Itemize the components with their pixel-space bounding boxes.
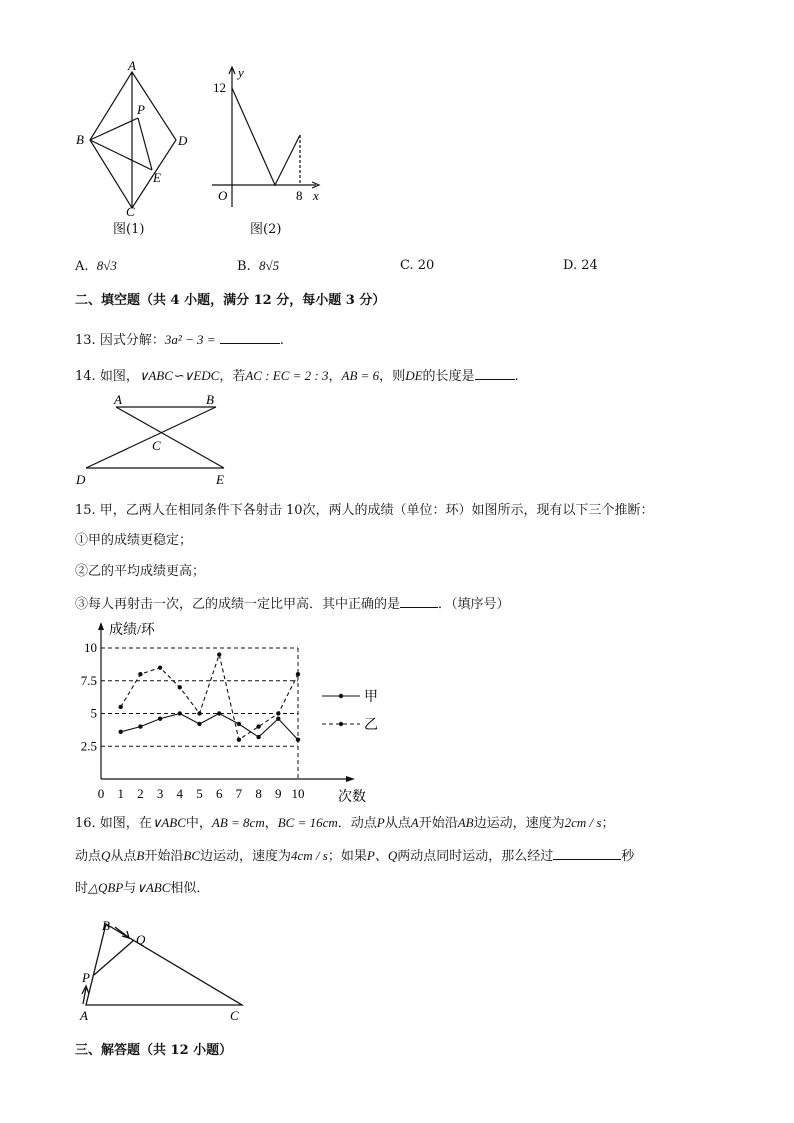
q16-label-c: C [230,1008,239,1023]
option-d-text: 24 [581,258,598,273]
q16-text: 从点 [110,849,137,864]
y-tick-label: 5 [90,705,97,721]
q13 [75,331,284,349]
q14-label-a: A [114,392,122,407]
series-1-point [119,730,123,734]
q16-text: 16. 如图，在 [75,816,152,831]
q14-label-d: D [76,472,86,487]
q14-label-b: B [206,392,214,407]
q16-text: ．动点 [337,816,377,831]
fig2-x-label: x [313,188,319,203]
q15-answer-blank[interactable] [400,595,438,608]
legend-label-2: 乙 [364,718,378,733]
q16-line3 [75,880,209,897]
series-1-point [237,722,241,726]
series-1-point [256,735,260,739]
q15-line1: 15. 甲，乙两人在相同条件下各射击 10次，两人的成绩（单位：环）如图所示，现有以下三个推断： [75,503,654,518]
series-1-point [178,711,182,715]
y-tick-label: 2.5 [80,738,97,754]
q14-ratio: AC : EC = 2 : 3 [245,368,329,383]
y-tick-label: 7.5 [80,672,97,688]
x-tick-label: 8 [255,786,262,801]
series-2-point [158,665,162,669]
q16-text: ； [601,816,615,831]
q16-line1 [75,815,615,832]
option-a-text: 8√3 [96,258,117,273]
fig2-x-tick: 8 [296,188,303,203]
figure-1-rhombus [70,58,190,238]
fig1-label-a: A [128,58,136,73]
q13-prefix: 因式分解： [99,333,165,348]
q16-label-a: A [80,1008,88,1023]
q16-triangle-qbp: △QBP [88,880,124,895]
q16-text: 开始沿 [418,816,458,831]
q16-label-b: B [102,918,110,933]
series-2-point [119,705,123,709]
series-1-point [276,717,280,721]
series-2-point [178,685,182,689]
q16-text: ；如果 [327,849,367,864]
fig1-label-c: C [126,204,135,219]
legend-marker-1 [339,694,343,698]
x-tick-label: 10 [291,786,305,801]
q16-triangle: ∨ABC [151,815,186,830]
q14 [75,367,519,385]
option-b-text: 8√5 [258,258,280,273]
section-2-title: 二、填空题（共 4 小题，满分 12 分，每小题 3 分） [75,293,386,308]
q16-text: 从点 [384,816,411,831]
x-tick-label: 1 [117,786,124,801]
q14-label-c: C [152,438,161,453]
q14-suffix: . [514,369,519,384]
q15-item3 [75,595,510,613]
q16-text: 中， [185,816,212,831]
option-a-letter: A. [75,259,89,274]
option-c-text: 20 [417,258,435,273]
series-2-point [217,652,221,656]
score-line-chart [80,618,390,808]
q14-text-c: ， [328,369,342,384]
q13-answer-blank[interactable] [220,331,280,344]
q16-text: 开始沿 [144,849,184,864]
x-tick-label: 6 [215,786,223,801]
q16-text: 相似． [170,881,210,896]
q14-ab: AB = 6 [341,368,380,383]
x-tick-label: 9 [275,786,282,801]
q14-de: DE [405,368,423,383]
q16-point-b: B [136,848,145,863]
fig2-origin: O [218,188,228,203]
legend-marker-2 [339,722,343,726]
x-axis-label: 次数 [338,790,366,805]
q16-text: 时 [75,881,89,896]
q16-bc-length: BC = 16cm [277,815,338,830]
q16-triangle-abc: ∨ABC [136,880,171,895]
q16-ab-length: AB = 8cm [211,815,265,830]
x-tick-label: 3 [156,786,164,801]
q16-speed-q: 4cm / s [291,848,328,863]
q16-text: ， [264,816,278,831]
x-tick-label: 5 [196,786,203,801]
q16-speed-p: 2cm / s [564,815,602,830]
q16-figure [72,912,262,1027]
q13-suffix: . [279,333,284,348]
fig1-label-b: B [76,132,84,147]
q14-text-e: 的长度是 [422,369,475,384]
option-c-letter: C. [400,258,414,273]
q14-similar: ∨ABC∽∨EDC [138,368,220,383]
q14-text-b: ，若 [219,369,246,384]
q16-side-bc: BC [183,848,201,863]
q16-text: 与 [123,881,137,896]
q15-item2: ②乙的平均成绩更高； [75,564,206,579]
series-1-point [138,724,142,728]
q14-text-a: 如图， [99,369,139,384]
q14-answer-blank[interactable] [475,367,515,380]
series-2-point [138,672,142,676]
fig2-y-label: y [238,65,244,80]
section-3-title: 三、解答题（共 12 小题） [75,1043,233,1058]
series-2-point [197,711,201,715]
q15-item3-a: ③每人再射击一次，乙的成绩一定比甲高．其中正确的是 [75,597,401,612]
q13-expr: 3a² − 3 = [164,332,216,347]
fig1-label-p: P [137,102,145,117]
legend-label-1: 甲 [364,690,378,705]
series-2-point [276,711,280,715]
q15-item1: ①甲的成绩更稳定； [75,533,193,548]
y-tick-label: 10 [84,640,97,655]
q14-number: 14. [75,369,96,384]
q15-item3-b: ．（填序号） [438,597,510,612]
q16-label-p: P [82,970,90,985]
q16-text: 边运动，速度为 [200,849,292,864]
fig1-caption: 图(1) [113,222,145,237]
option-d-letter: D. [563,258,578,273]
q16-line2 [75,847,634,865]
series-1-point [158,717,162,721]
y-axis-label: 成绩/环 [109,623,155,638]
fig2-caption: 图(2) [250,222,282,237]
q14-label-e: E [216,472,224,487]
series-1-point [197,722,201,726]
option-d [563,258,598,274]
q16-text: 两动点同时运动，那么经过 [397,849,554,864]
q16-side-ab: AB [457,815,474,830]
q13-number: 13. [75,333,96,348]
fig2-y-tick: 12 [213,80,226,95]
series-2-point [296,672,300,676]
x-axis-arrow [346,776,355,782]
series-2-point [256,724,260,728]
option-c [400,258,434,274]
q16-point-p: P [376,815,385,830]
series-1-point [296,738,300,742]
fig1-label-e: E [153,170,161,185]
y-axis-arrow [98,622,104,630]
q16-point-q: Q [101,848,111,863]
figure-2-graph [208,62,338,212]
x-tick-label: 0 [97,786,105,801]
q16-answer-blank[interactable] [553,847,621,860]
x-tick-label: 4 [176,786,184,801]
q16-label-q: Q [136,932,146,947]
q16-points-pq: P、Q [366,848,398,863]
x-tick-label: 2 [137,786,144,801]
q16-text: 边运动，速度为 [473,816,565,831]
series-1-point [217,711,221,715]
x-tick-label: 7 [235,786,243,801]
q14-text-d: ，则 [379,369,406,384]
q16-text: 动点 [75,849,102,864]
q14-figure [72,390,252,485]
option-a [75,258,117,275]
q16-text: 秒 [621,849,635,864]
fig1-label-d: D [178,133,188,148]
series-2-point [237,738,241,742]
q16-point-a: A [410,815,419,830]
option-b [237,258,279,275]
option-b-letter: B. [237,259,251,274]
series-line-2 [121,655,298,740]
